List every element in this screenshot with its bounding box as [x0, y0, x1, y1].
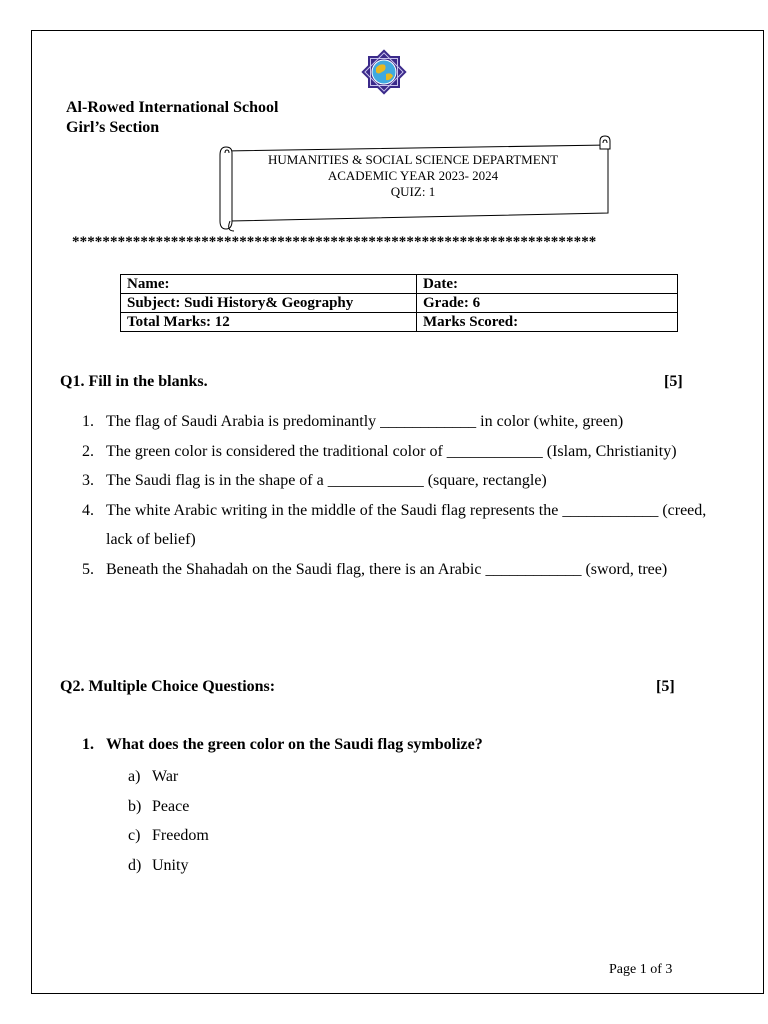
date-field[interactable]: Date:: [417, 275, 678, 294]
school-section: Girl’s Section: [66, 119, 160, 136]
item-number: 1.: [82, 413, 94, 430]
fill-in-blanks-list: [82, 407, 712, 584]
mcq-options: [128, 762, 209, 880]
option-c[interactable]: [128, 821, 209, 851]
question-text: The green color is considered the traditional color of ____________ (Islam, Christianity): [106, 442, 677, 460]
option-b[interactable]: [128, 792, 209, 822]
item-number: 3.: [82, 472, 94, 489]
mcq-question: [82, 736, 483, 754]
school-name: Al-Rowed International School: [66, 99, 279, 116]
subject-cell: Subject: Sudi History& Geography: [121, 294, 417, 313]
quiz-number: QUIZ: 1: [390, 184, 436, 199]
department-banner: [232, 152, 594, 200]
option-d[interactable]: [128, 851, 209, 881]
school-logo-icon: [356, 44, 412, 100]
item-number: 5.: [82, 560, 94, 578]
list-item: [82, 555, 712, 585]
name-field[interactable]: Name:: [121, 275, 417, 294]
student-info-table: [120, 274, 678, 332]
school-header: [66, 98, 278, 138]
grade-cell: Grade: 6: [417, 294, 678, 313]
option-text: Peace: [152, 797, 190, 815]
option-letter: d): [128, 856, 142, 874]
list-item: [82, 437, 712, 467]
question-text: The white Arabic writing in the middle of the Saudi flag represents the ____________ (creed, lack of belief): [106, 501, 707, 548]
option-letter: a): [128, 768, 141, 785]
q2-marks: [5]: [656, 678, 675, 695]
option-a[interactable]: [128, 762, 209, 792]
option-text: War: [152, 768, 179, 785]
list-item: [82, 466, 712, 496]
total-marks-cell: Total Marks: 12: [121, 313, 417, 332]
list-item: [82, 496, 712, 555]
q1-marks: [5]: [664, 373, 683, 390]
academic-year: ACADEMIC YEAR 2023- 2024: [327, 168, 499, 183]
option-text: Unity: [152, 856, 189, 874]
question-text: The Saudi flag is in the shape of a ____________ (square, rectangle): [106, 472, 547, 489]
q1-title: Q1. Fill in the blanks.: [60, 373, 208, 390]
table-row: [121, 294, 678, 313]
question-text: Beneath the Shahadah on the Saudi flag, there is an Arabic ____________ (sword, tree): [106, 560, 668, 578]
page-number: Page 1 of 3: [609, 962, 673, 977]
option-letter: b): [128, 797, 142, 815]
item-number: 2.: [82, 442, 94, 460]
table-row: [121, 275, 678, 294]
item-number: 4.: [82, 501, 94, 519]
table-row: [121, 313, 678, 332]
star-separator: *********************************************************************: [72, 234, 597, 250]
question-number: 1.: [82, 736, 94, 753]
option-letter: c): [128, 827, 141, 844]
question-text: The flag of Saudi Arabia is predominantly ____________ in color (white, green): [106, 413, 624, 430]
list-item: [82, 407, 712, 437]
q2-title: Q2. Multiple Choice Questions:: [60, 678, 276, 695]
marks-scored-field[interactable]: Marks Scored:: [417, 313, 678, 332]
question-text: What does the green color on the Saudi flag symbolize?: [106, 736, 483, 753]
option-text: Freedom: [152, 827, 209, 844]
department-title: HUMANITIES & SOCIAL SCIENCE DEPARTMENT: [267, 152, 559, 167]
